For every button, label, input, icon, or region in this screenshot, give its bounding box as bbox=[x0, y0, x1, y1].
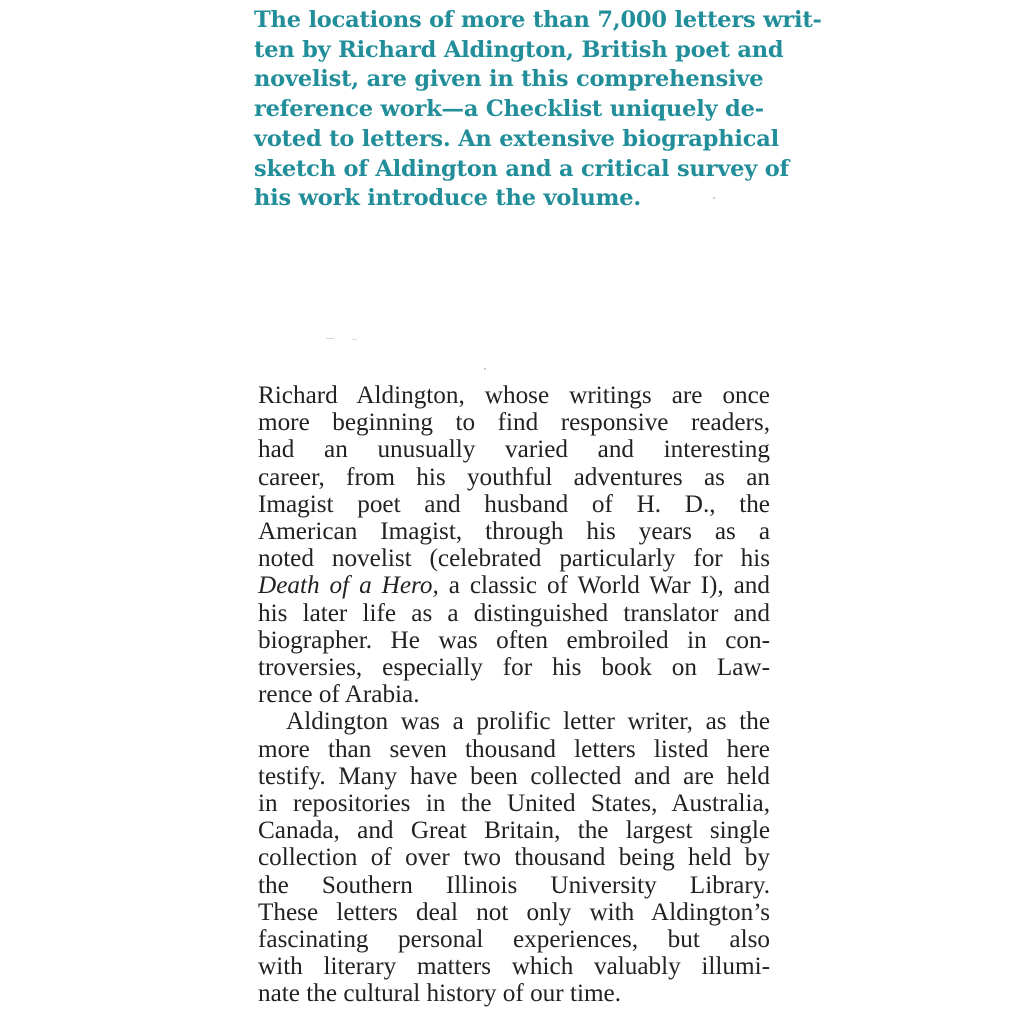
blurb-line: reference work—a Checklist uniquely de- bbox=[254, 96, 764, 123]
body-line-remainder: a classic of World War I), and bbox=[438, 572, 770, 600]
body-line: biographer. He was often embroiled in con- bbox=[258, 626, 770, 654]
blurb-line: ten by Richard Aldington, British poet and bbox=[254, 36, 784, 63]
blurb-line: voted to letters. An extensive biographical bbox=[254, 125, 779, 152]
body-line: his later life as a distinguished translator and bbox=[258, 599, 770, 627]
body-line: Canada, and Great Britain, the largest single bbox=[258, 817, 770, 845]
body-paragraph-1 bbox=[258, 382, 770, 708]
body-line: more than seven thousand letters listed here bbox=[258, 735, 770, 763]
body-line: fascinating personal experiences, but also bbox=[258, 926, 770, 954]
scan-speck bbox=[484, 368, 486, 370]
body-line: rence of Arabia. bbox=[258, 681, 420, 709]
body-line: Richard Aldington, whose writings are once bbox=[258, 382, 770, 409]
body-line: nate the cultural history of our time. bbox=[258, 980, 622, 1008]
body-text-block bbox=[258, 382, 770, 1008]
body-line: collection of over two thousand being held by bbox=[258, 844, 770, 872]
body-line: Aldington was a prolific letter writer, as the bbox=[286, 708, 770, 736]
scan-speck bbox=[713, 197, 715, 199]
body-line: These letters deal not only with Aldington’s bbox=[258, 898, 770, 926]
body-line-with-title bbox=[258, 572, 770, 599]
body-line: testify. Many have been collected and are held bbox=[258, 762, 770, 790]
blurb-line: novelist, are given in this comprehensive bbox=[254, 66, 764, 93]
body-line: the Southern Illinois University Library. bbox=[258, 871, 770, 899]
body-line: career, from his youthful adventures as an bbox=[258, 463, 770, 491]
body-paragraph-2 bbox=[258, 708, 770, 1007]
body-line: with literary matters which valuably illumi- bbox=[258, 953, 770, 981]
scan-speck bbox=[326, 338, 334, 339]
blurb-text-block bbox=[254, 6, 822, 214]
body-line: more beginning to find responsive readers, bbox=[258, 409, 770, 437]
blurb-line: sketch of Aldington and a critical survey of bbox=[254, 155, 790, 182]
body-line: in repositories in the United States, Australia, bbox=[258, 790, 770, 818]
book-title-death-of-a-hero: Death of a Hero, bbox=[258, 572, 439, 600]
body-line: had an unusually varied and interesting bbox=[258, 436, 770, 464]
body-line: American Imagist, through his years as a bbox=[258, 518, 770, 546]
body-line: noted novelist (celebrated particularly for his bbox=[258, 545, 770, 573]
body-line: troversies, especially for his book on Law- bbox=[258, 654, 770, 682]
body-line: Imagist poet and husband of H. D., the bbox=[258, 490, 770, 518]
blurb-line: The locations of more than 7,000 letters writ- bbox=[254, 7, 822, 33]
blurb-line: his work introduce the volume. bbox=[254, 185, 642, 212]
scan-speck bbox=[352, 339, 357, 340]
